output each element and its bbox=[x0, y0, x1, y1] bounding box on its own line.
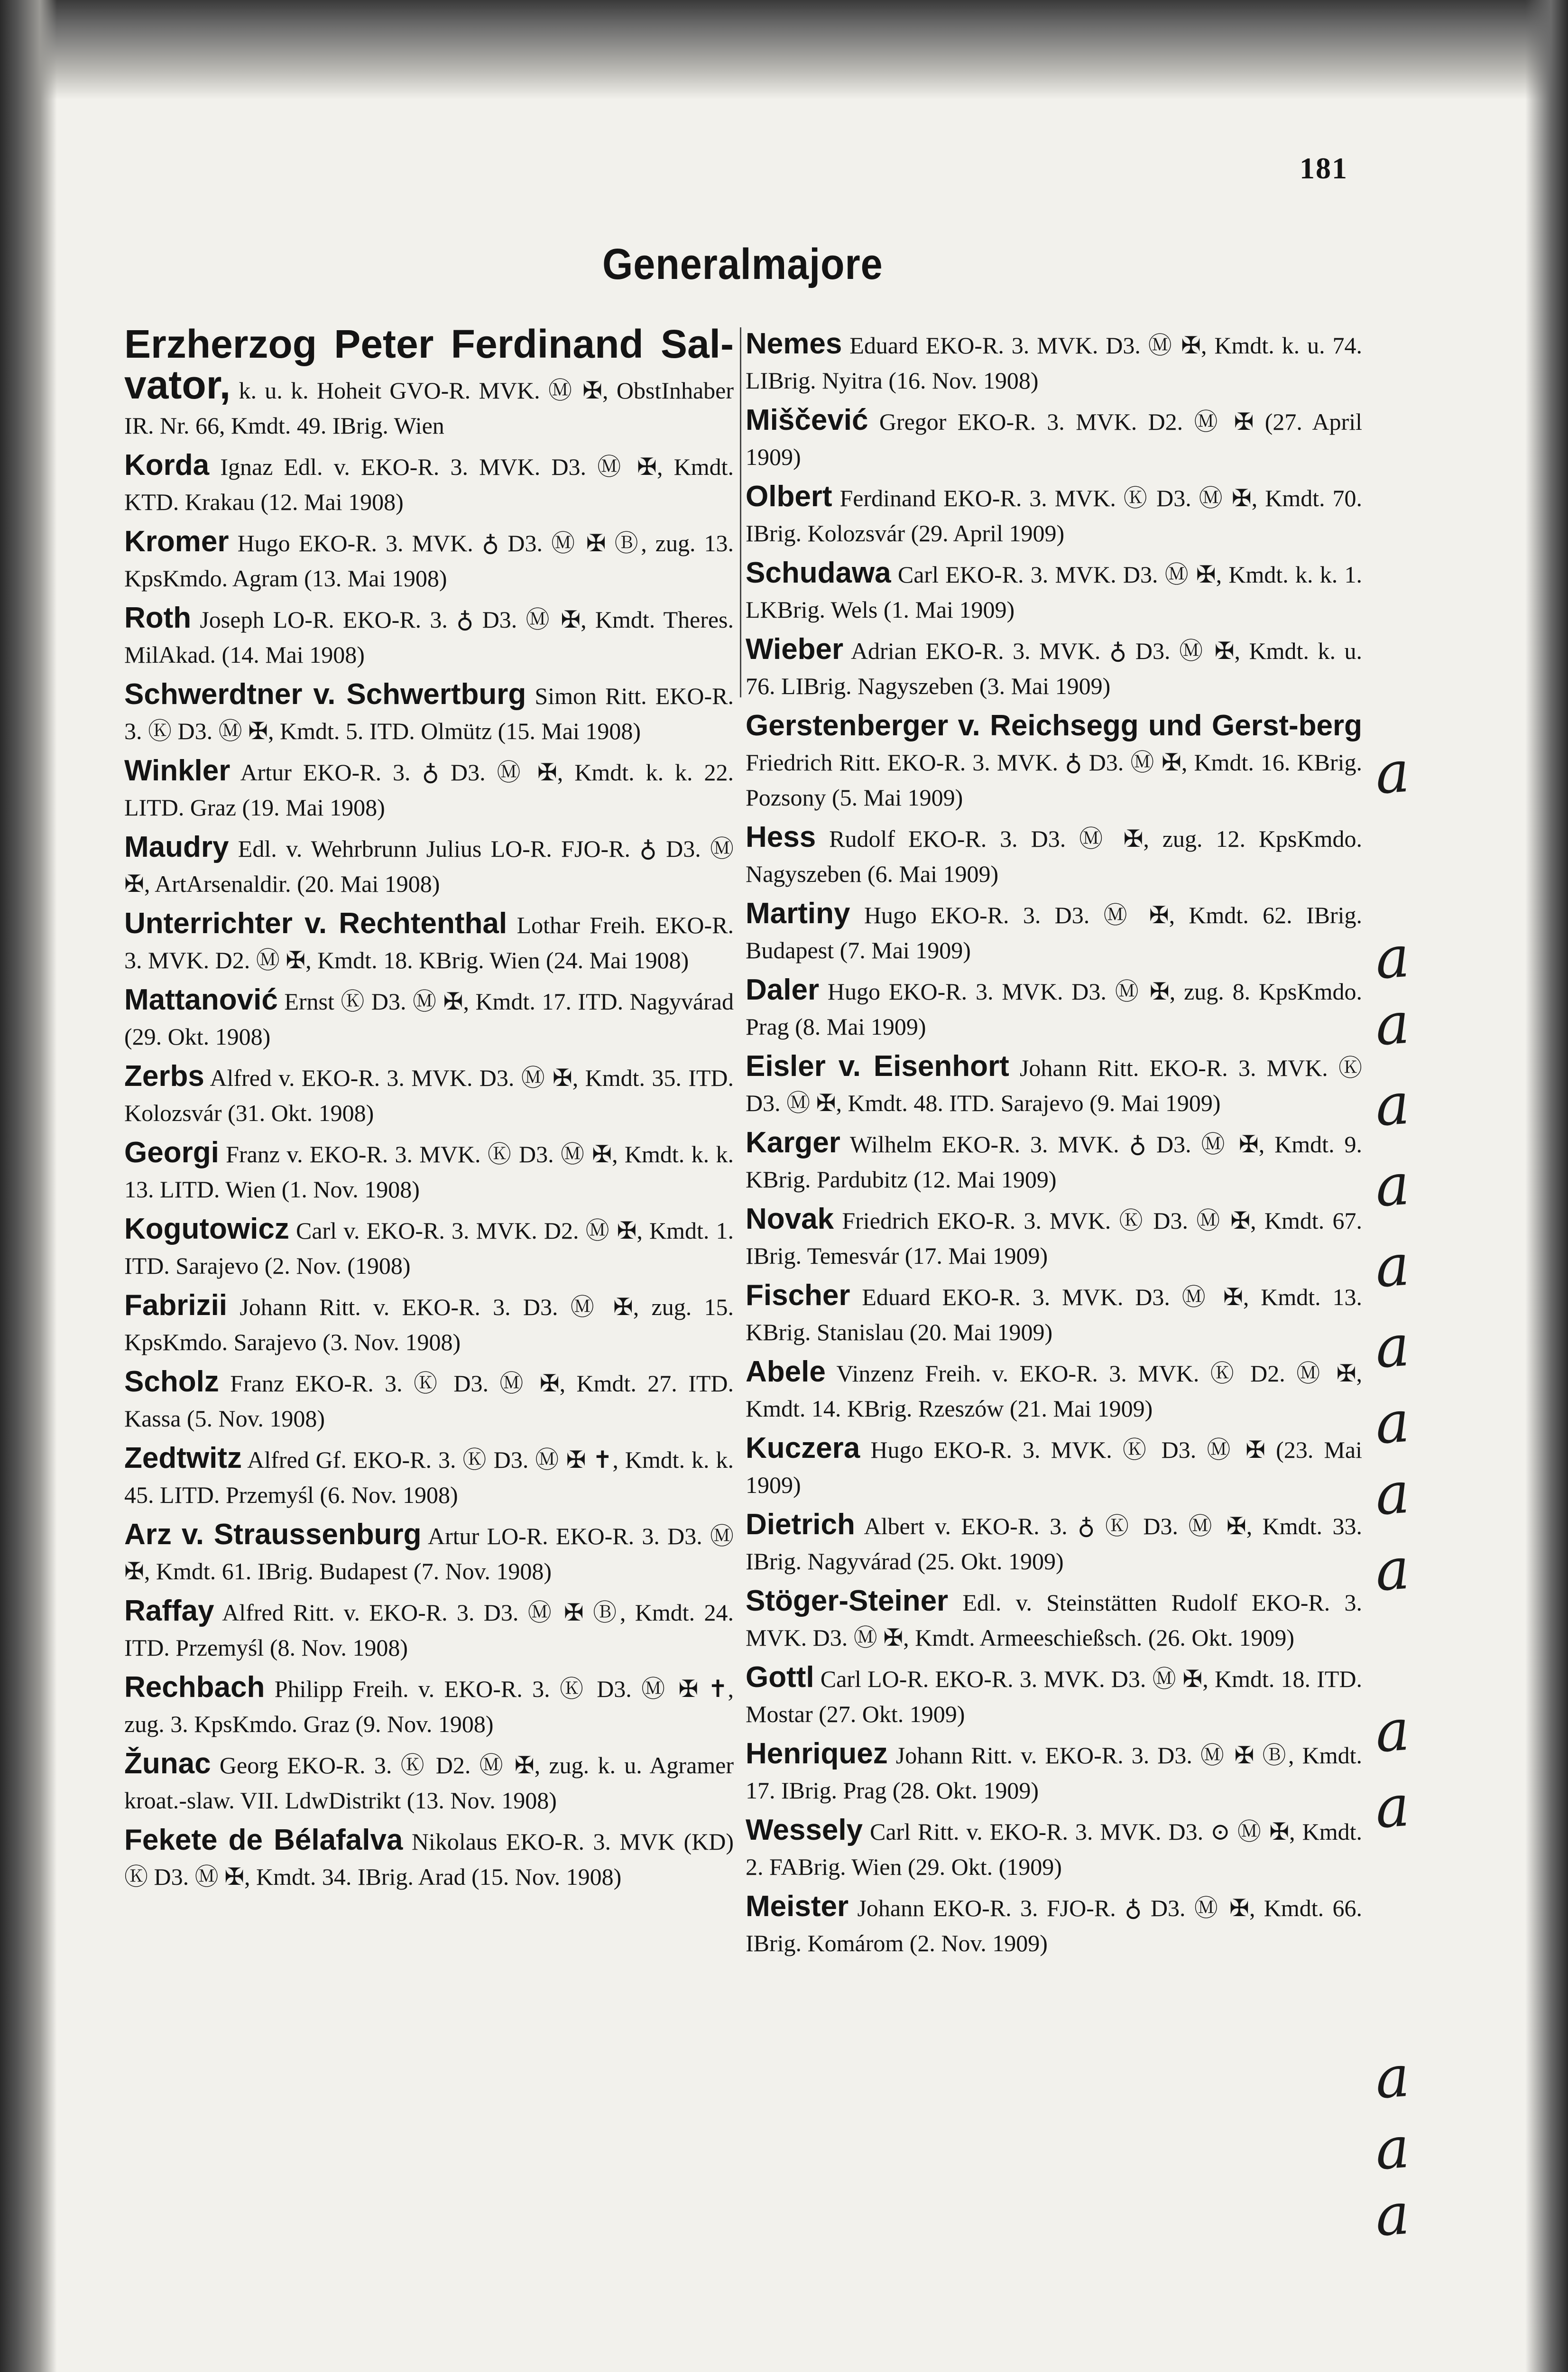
entry-name: Olbert bbox=[746, 480, 832, 513]
entry-details: Philipp Freih. v. EKO-R. 3. Ⓚ D3. Ⓜ ✠ ✝, zug. 3. KpsKmdo. Graz (9. Nov. 1908) bbox=[124, 1676, 734, 1737]
register-entry bbox=[124, 1517, 734, 1589]
entry-name: Fabrizii bbox=[124, 1289, 228, 1322]
entry-name: Stöger-Steiner bbox=[746, 1584, 949, 1617]
margin-mark: a bbox=[1373, 1232, 1412, 1301]
entry-name: Zerbs bbox=[124, 1060, 204, 1093]
entry-name: Žunac bbox=[124, 1747, 211, 1780]
register-entry bbox=[746, 326, 1362, 398]
register-entry bbox=[746, 708, 1362, 815]
entry-details: Edl. v. Steinstätten Rudolf EKO-R. 3. MVK. D3. Ⓜ ✠, Kmdt. Armeeschießsch. (26. Okt. 1909) bbox=[746, 1589, 1363, 1651]
margin-mark: a bbox=[1373, 1773, 1412, 1842]
margin-mark: a bbox=[1373, 1389, 1412, 1457]
register-entry bbox=[124, 1059, 734, 1130]
register-entry bbox=[746, 1889, 1362, 1961]
margin-mark: a bbox=[1373, 990, 1412, 1059]
entry-name: Erzherzog Peter Ferdinand Sal-vator, bbox=[124, 322, 734, 407]
entry-name: Roth bbox=[124, 602, 192, 634]
register-entry bbox=[124, 1670, 734, 1742]
entry-name: Kogutowicz bbox=[124, 1213, 289, 1245]
entry-details: Hugo EKO-R. 3. MVK. ♁ D3. Ⓜ ✠ Ⓑ, zug. 13. KpsKmdo. Agram (13. Mai 1908) bbox=[124, 530, 734, 592]
register-entry bbox=[746, 1354, 1362, 1426]
entry-details: Gregor EKO-R. 3. MVK. D2. Ⓜ ✠ (27. April 1909) bbox=[746, 408, 1362, 470]
entry-name: Scholz bbox=[124, 1365, 219, 1398]
margin-mark: a bbox=[1373, 1071, 1412, 1140]
register-entry bbox=[746, 1049, 1362, 1121]
register-entry bbox=[746, 556, 1362, 627]
register-entry bbox=[124, 1823, 734, 1894]
entry-details: Rudolf EKO-R. 3. D3. Ⓜ ✠, zug. 12. KpsKmdo. Nagyszeben (6. Mai 1909) bbox=[746, 825, 1362, 887]
register-entry bbox=[746, 973, 1362, 1044]
register-entry bbox=[746, 1584, 1362, 1655]
register-entry bbox=[124, 448, 734, 519]
register-entry bbox=[746, 1736, 1362, 1808]
entry-details: Carl v. EKO-R. 3. MVK. D2. Ⓜ ✠, Kmdt. 1. ITD. Sarajevo (2. Nov. (1908) bbox=[124, 1217, 734, 1279]
entry-name: Hess bbox=[746, 821, 816, 853]
margin-mark: a bbox=[1373, 2043, 1412, 2112]
entry-name: Novak bbox=[746, 1203, 834, 1235]
margin-mark: a bbox=[1373, 1536, 1412, 1604]
register-entry bbox=[746, 1278, 1362, 1350]
entry-name: Henriquez bbox=[746, 1737, 888, 1770]
register-entry bbox=[746, 1660, 1362, 1732]
entry-details: Joseph LO-R. EKO-R. 3. ♁ D3. Ⓜ ✠, Kmdt. Theres. MilAkad. (14. Mai 1908) bbox=[124, 606, 734, 668]
entry-name: Wieber bbox=[746, 633, 844, 666]
margin-mark: a bbox=[1373, 2114, 1412, 2183]
register-entry bbox=[124, 1441, 734, 1512]
entry-details: Adrian EKO-R. 3. MVK. ♁ D3. Ⓜ ✠, Kmdt. k. u. 76. LIBrig. Nagyszeben (3. Mai 1909) bbox=[746, 638, 1363, 699]
entry-name: Unterrichter v. Rechtenthal bbox=[124, 907, 507, 940]
entry-name: Nemes bbox=[746, 327, 842, 360]
entry-details: Carl EKO-R. 3. MVK. D3. Ⓜ ✠, Kmdt. k. k. 1. LKBrig. Wels (1. Mai 1909) bbox=[746, 561, 1362, 623]
register-entry bbox=[746, 632, 1362, 704]
entry-name: Kuczera bbox=[746, 1432, 860, 1464]
entry-details: Alfred Ritt. v. EKO-R. 3. D3. Ⓜ ✠ Ⓑ, Kmdt. 24. ITD. Przemyśl (8. Nov. 1908) bbox=[124, 1599, 734, 1661]
register-entry bbox=[124, 1364, 734, 1436]
entry-name: Karger bbox=[746, 1126, 840, 1159]
entry-details: Carl LO-R. EKO-R. 3. MVK. D3. Ⓜ ✠, Kmdt. 18. ITD. Mostar (27. Okt. 1909) bbox=[746, 1666, 1362, 1727]
entry-details: Albert v. EKO-R. 3. ♁ Ⓚ D3. Ⓜ ✠, Kmdt. 33. IBrig. Nagyvárad (25. Okt. 1909) bbox=[746, 1513, 1362, 1575]
entry-name: Maudry bbox=[124, 831, 229, 863]
entry-name: Schwerdtner v. Schwertburg bbox=[124, 678, 526, 711]
register-entry bbox=[124, 982, 734, 1054]
entry-name: Daler bbox=[746, 973, 820, 1006]
entry-details: Lothar Freih. EKO-R. 3. MVK. D2. Ⓜ ✠, Kmdt. 18. KBrig. Wien (24. Mai 1908) bbox=[124, 912, 734, 973]
entry-name: Eisler v. Eisenhort bbox=[746, 1050, 1009, 1083]
register-entry bbox=[746, 1507, 1362, 1579]
entry-name: Schudawa bbox=[746, 556, 891, 589]
register-entry bbox=[124, 1746, 734, 1818]
entry-details: Franz v. EKO-R. 3. MVK. Ⓚ D3. Ⓜ ✠, Kmdt. k. k. 13. LITD. Wien (1. Nov. 1908) bbox=[124, 1141, 734, 1203]
entry-details: Friedrich Ritt. EKO-R. 3. MVK. ♁ D3. Ⓜ ✠, Kmdt. 16. KBrig. Pozsony (5. Mai 1909) bbox=[746, 749, 1362, 811]
margin-mark: a bbox=[1373, 924, 1412, 992]
register-entry bbox=[124, 322, 734, 443]
margin-mark: a bbox=[1373, 2181, 1412, 2250]
left-column bbox=[124, 322, 734, 1899]
register-entry bbox=[124, 524, 734, 596]
register-entry bbox=[746, 479, 1362, 551]
entry-details: Johann Ritt. v. EKO-R. 3. D3. Ⓜ ✠, zug. 15. KpsKmdo. Sarajevo (3. Nov. 1908) bbox=[124, 1294, 734, 1355]
entry-name: Kromer bbox=[124, 525, 229, 558]
entry-details: Carl Ritt. v. EKO-R. 3. MVK. D3. ⊙ Ⓜ ✠, Kmdt. 2. FABrig. Wien (29. Okt. (1909) bbox=[746, 1818, 1362, 1880]
scan-edge-left bbox=[0, 0, 57, 2372]
entry-details: Johann Ritt. EKO-R. 3. MVK. Ⓚ D3. Ⓜ ✠, Kmdt. 48. ITD. Sarajevo (9. Mai 1909) bbox=[746, 1055, 1362, 1116]
entry-details: Hugo EKO-R. 3. MVK. Ⓚ D3. Ⓜ ✠ (23. Mai 1909) bbox=[746, 1436, 1363, 1498]
entry-details: Artur EKO-R. 3. ♁ D3. Ⓜ ✠, Kmdt. k. k. 22. LITD. Graz (19. Mai 1908) bbox=[124, 759, 734, 821]
entry-name: Raffay bbox=[124, 1594, 214, 1627]
entry-name: Korda bbox=[124, 449, 210, 482]
margin-mark: a bbox=[1373, 1697, 1412, 1766]
entry-name: Miščević bbox=[746, 404, 868, 436]
entry-name: Abele bbox=[746, 1355, 826, 1388]
entry-name: Arz v. Straussenburg bbox=[124, 1518, 422, 1551]
register-entry bbox=[746, 1431, 1362, 1502]
scan-edge-top bbox=[0, 0, 1568, 100]
entry-details: Wilhelm EKO-R. 3. MVK. ♁ D3. Ⓜ ✠, Kmdt. 9. KBrig. Pardubitz (12. Mai 1909) bbox=[746, 1131, 1362, 1193]
margin-mark: a bbox=[1373, 739, 1412, 807]
entry-name: Meister bbox=[746, 1890, 849, 1923]
entry-name: Wessely bbox=[746, 1814, 863, 1846]
entry-name: Rechbach bbox=[124, 1671, 265, 1704]
register-entry bbox=[124, 753, 734, 825]
entry-details: Nikolaus EKO-R. 3. MVK (KD) Ⓚ D3. Ⓜ ✠, Kmdt. 34. IBrig. Arad (15. Nov. 1908) bbox=[124, 1828, 734, 1890]
register-entry bbox=[746, 1202, 1362, 1273]
entry-name: Fischer bbox=[746, 1279, 850, 1312]
entry-details: Ernst Ⓚ D3. Ⓜ ✠, Kmdt. 17. ITD. Nagyvárad (29. Okt. 1908) bbox=[124, 988, 734, 1050]
entry-details: Franz EKO-R. 3. Ⓚ D3. Ⓜ ✠, Kmdt. 27. ITD. Kassa (5. Nov. 1908) bbox=[124, 1370, 734, 1432]
entry-details: Ferdinand EKO-R. 3. MVK. Ⓚ D3. Ⓜ ✠, Kmdt. 70. IBrig. Kolozsvár (29. April 1909) bbox=[746, 485, 1363, 547]
register-entry bbox=[746, 1125, 1362, 1197]
entry-details: Friedrich EKO-R. 3. MVK. Ⓚ D3. Ⓜ ✠, Kmdt. 67. IBrig. Temesvár (17. Mai 1909) bbox=[746, 1207, 1362, 1269]
entry-name: Mattanović bbox=[124, 983, 278, 1016]
entry-details: Eduard EKO-R. 3. MVK. D3. Ⓜ ✠, Kmdt. 13. KBrig. Stanislau (20. Mai 1909) bbox=[746, 1284, 1362, 1345]
register-entry bbox=[124, 906, 734, 978]
entry-name: Georgi bbox=[124, 1136, 219, 1169]
entry-details: Johann Ritt. v. EKO-R. 3. D3. Ⓜ ✠ Ⓑ, Kmdt. 17. IBrig. Prag (28. Okt. 1909) bbox=[746, 1742, 1362, 1804]
register-entry bbox=[746, 896, 1362, 968]
entry-details: Artur LO-R. EKO-R. 3. D3. Ⓜ ✠, Kmdt. 61. IBrig. Budapest (7. Nov. 1908) bbox=[124, 1523, 734, 1584]
register-entry bbox=[124, 601, 734, 672]
margin-mark: a bbox=[1373, 1151, 1412, 1220]
entry-details: Georg EKO-R. 3. Ⓚ D2. Ⓜ ✠, zug. k. u. Agramer kroat.-slaw. VII. LdwDistrikt (13. Nov. 1908) bbox=[124, 1752, 734, 1814]
entry-name: Dietrich bbox=[746, 1508, 855, 1541]
entry-details: Vinzenz Freih. v. EKO-R. 3. MVK. Ⓚ D2. Ⓜ ✠, Kmdt. 14. KBrig. Rzeszów (21. Mai 1909) bbox=[746, 1360, 1362, 1422]
page-number: 181 bbox=[1300, 151, 1348, 185]
entry-details: Alfred v. EKO-R. 3. MVK. D3. Ⓜ ✠, Kmdt. 35. ITD. Kolozsvár (31. Okt. 1908) bbox=[124, 1065, 734, 1126]
column-divider bbox=[740, 327, 741, 697]
register-entry bbox=[124, 1135, 734, 1207]
register-entry bbox=[124, 1594, 734, 1665]
entry-name: Martiny bbox=[746, 897, 850, 930]
register-entry bbox=[746, 820, 1362, 891]
entry-name: Zedtwitz bbox=[124, 1442, 242, 1474]
entry-details: Hugo EKO-R. 3. D3. Ⓜ ✠, Kmdt. 62. IBrig. Budapest (7. Mai 1909) bbox=[746, 902, 1362, 964]
register-entry bbox=[124, 1212, 734, 1283]
entry-name: Gerstenberger v. Reichsegg und Gerst-berg bbox=[746, 709, 1362, 742]
entry-details: Simon Ritt. EKO-R. 3. Ⓚ D3. Ⓜ ✠, Kmdt. 5. ITD. Olmütz (15. Mai 1908) bbox=[124, 683, 734, 744]
entry-details: Johann EKO-R. 3. FJO-R. ♁ D3. Ⓜ ✠, Kmdt. 66. IBrig. Komárom (2. Nov. 1909) bbox=[746, 1895, 1363, 1956]
margin-mark: a bbox=[1373, 1460, 1412, 1529]
register-entry bbox=[124, 830, 734, 901]
register-entry bbox=[124, 1288, 734, 1360]
entry-details: Eduard EKO-R. 3. MVK. D3. Ⓜ ✠, Kmdt. k. u. 74. LIBrig. Nyitra (16. Nov. 1908) bbox=[746, 332, 1363, 394]
scan-edge-right bbox=[1525, 0, 1568, 2372]
entry-name: Winkler bbox=[124, 754, 231, 787]
register-entry bbox=[124, 677, 734, 749]
section-title: Generalmajore bbox=[602, 240, 883, 288]
entry-details: Ignaz Edl. v. EKO-R. 3. MVK. D3. Ⓜ ✠, Kmdt. KTD. Krakau (12. Mai 1908) bbox=[124, 454, 734, 515]
entry-details: Hugo EKO-R. 3. MVK. D3. Ⓜ ✠, zug. 8. KpsKmdo. Prag (8. Mai 1909) bbox=[746, 978, 1362, 1040]
register-entry bbox=[746, 1813, 1362, 1884]
entry-details: Alfred Gf. EKO-R. 3. Ⓚ D3. Ⓜ ✠ ✝, Kmdt. k. k. 45. LITD. Przemyśl (6. Nov. 1908) bbox=[124, 1446, 734, 1508]
right-column bbox=[746, 326, 1362, 1965]
entry-name: Gottl bbox=[746, 1661, 814, 1694]
margin-mark: a bbox=[1373, 1313, 1412, 1381]
entry-name: Fekete de Bélafalva bbox=[124, 1824, 403, 1856]
register-entry bbox=[746, 403, 1362, 474]
entry-details: Edl. v. Wehrbrunn Julius LO-R. FJO-R. ♁ D3. Ⓜ ✠, ArtArsenaldir. (20. Mai 1908) bbox=[124, 835, 734, 897]
entry-details: k. u. k. Hoheit GVO-R. MVK. Ⓜ ✠, ObstInhaber IR. Nr. 66, Kmdt. 49. IBrig. Wien bbox=[124, 377, 734, 439]
